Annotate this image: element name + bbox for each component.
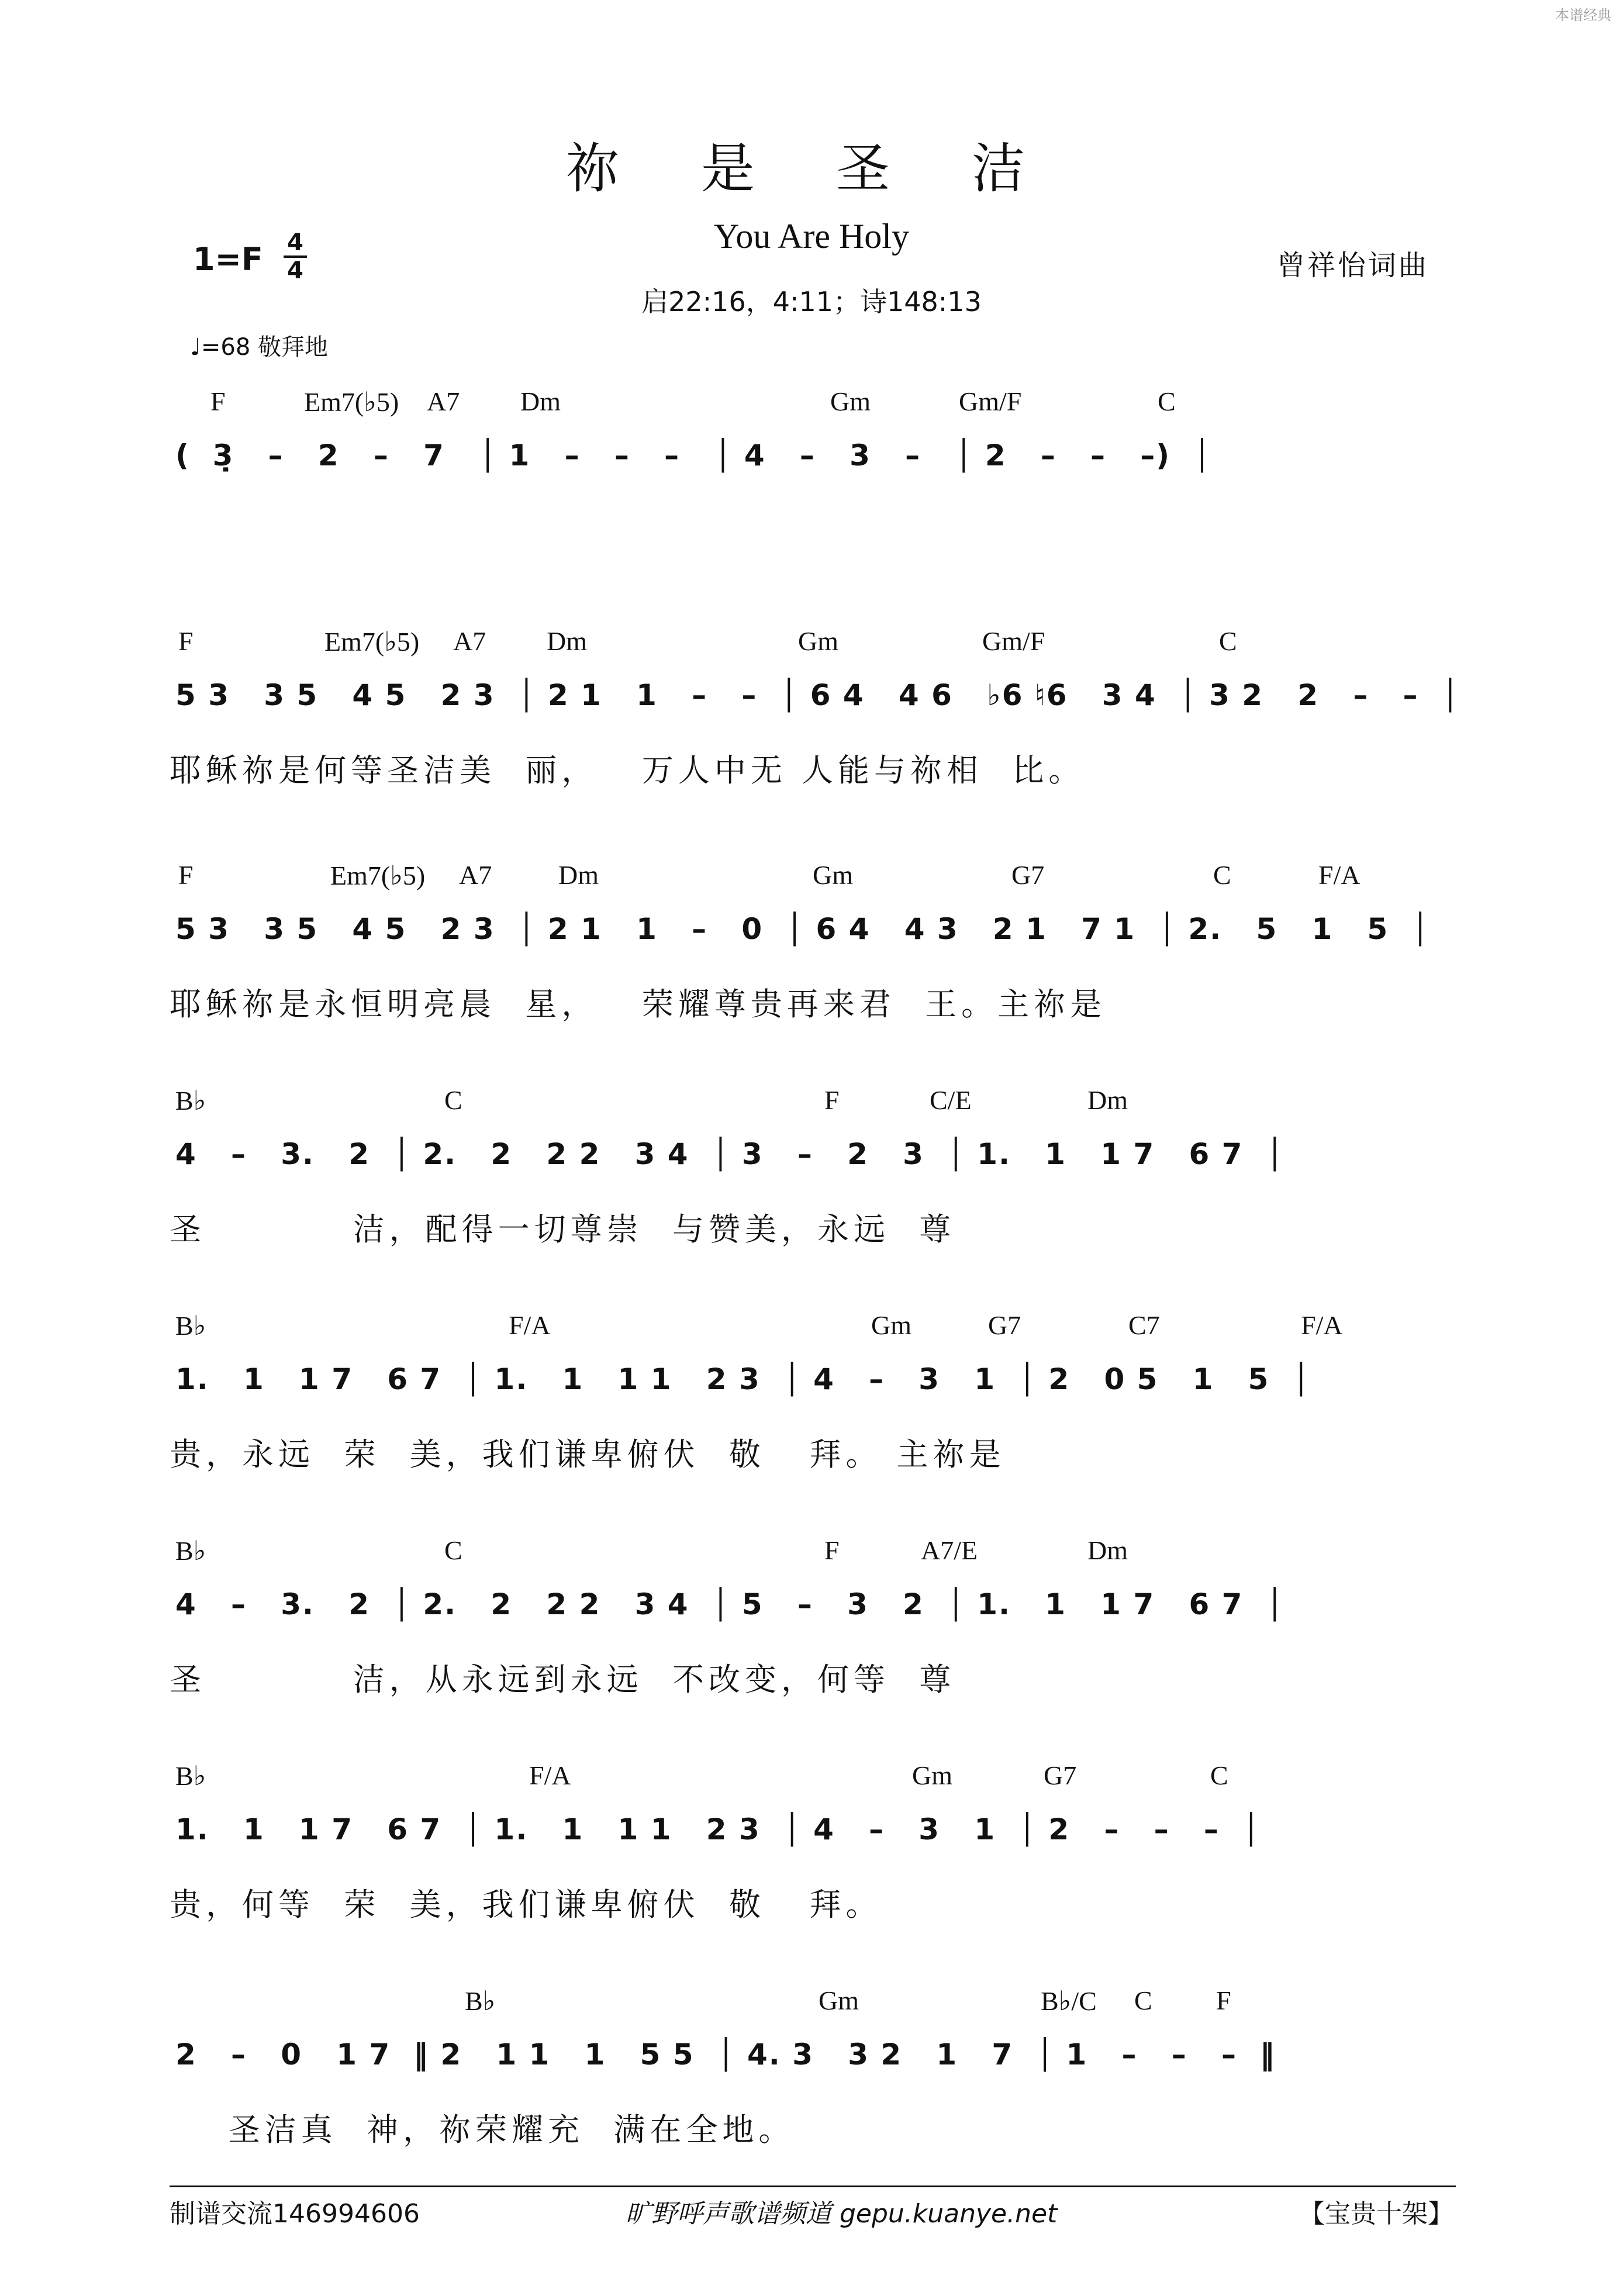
composer-credit: 曾祥怡词曲 xyxy=(1276,249,1429,282)
chord-symbol: B♭ xyxy=(175,1311,206,1341)
chord-symbol: Gm xyxy=(798,626,838,656)
notation-line: 5 3 3 5 4 5 2 3 │ 2 1 1 – 0 │ 6 4 4 3 2 1 7 1 │ 2. 5 1 5 │ xyxy=(175,912,1431,946)
lyric-line: 耶稣祢是永恒明亮晨 星， 荣耀尊贵再来君 王。主祢是 xyxy=(170,986,1107,1023)
lyric-line: 贵，何等 荣 美，我们谦卑俯伏 敬 拜。 xyxy=(170,1886,882,1923)
chord-symbol: B♭ xyxy=(465,1986,496,2016)
chord-symbol: C/E xyxy=(930,1085,972,1115)
lyric-line: 耶稣祢是何等圣洁美 丽， 万人中无 人能与祢相 比。 xyxy=(170,752,1085,789)
time-signature xyxy=(284,230,307,284)
chord-symbol: Dm xyxy=(520,386,561,416)
chord-symbol: Gm xyxy=(912,1760,952,1790)
chord-symbol: Gm xyxy=(813,860,853,890)
chord-symbol: C xyxy=(1210,1760,1228,1790)
lyric-line: 圣洁真 神，祢荣耀充 满在全地。 xyxy=(170,2111,795,2148)
footer-divider xyxy=(170,2185,1456,2187)
chord-symbol: A7 xyxy=(453,626,486,656)
chord-symbol: Dm xyxy=(547,626,587,656)
chord-symbol: C xyxy=(1158,386,1176,416)
watermark-text: 本谱经典 xyxy=(1555,7,1611,23)
notation-line: 4 – 3. 2 │ 2. 2 2 2 3 4 │ 5 – 3 2 │ 1. 1 1 7 6 7 │ xyxy=(175,1587,1285,1621)
song-subtitle: You Are Holy xyxy=(714,217,909,256)
chord-symbol: Gm xyxy=(830,386,871,416)
notation-line: 1. 1 1 7 6 7 │ 1. 1 1 1 2 3 │ 4 – 3 1 │ 2 – – – │ xyxy=(175,1812,1261,1846)
chord-symbol: Gm/F xyxy=(959,386,1022,416)
chord-symbol: C xyxy=(444,1085,462,1115)
chord-symbol: C xyxy=(1213,860,1231,890)
chord-symbol: F xyxy=(824,1085,840,1115)
chord-symbol: Em7(♭5) xyxy=(324,627,420,657)
chord-symbol: F xyxy=(178,860,194,890)
scripture-reference: 启22:16，4:11；诗148:13 xyxy=(641,286,982,317)
footer-album: 【宝贵十架】 xyxy=(1299,2199,1453,2229)
chord-symbol: Dm xyxy=(1087,1085,1128,1115)
chord-symbol: G7 xyxy=(1011,860,1045,890)
chord-symbol: F/A xyxy=(509,1310,551,1340)
notation-line: 2 – 0 1 7 ‖ 2 1 1 1 5 5 │ 4. 3 3 2 1 7 │ 1 – – – ‖ xyxy=(175,2038,1276,2071)
notation-line: ( 3̣ – 2 – 7 │ 1 – – – │ 4 – 3 – │ 2 – – –) │ xyxy=(175,439,1213,472)
chord-symbol: Em7(♭5) xyxy=(330,861,426,890)
notation-line: 5 3 3 5 4 5 2 3 │ 2 1 1 – – │ 6 4 4 6 ♭6 ♮6 3 4 │ 3 2 2 – – │ xyxy=(175,678,1460,712)
chord-symbol: A7/E xyxy=(921,1535,978,1565)
chord-symbol: F xyxy=(210,386,226,416)
chord-symbol: Gm xyxy=(871,1310,911,1340)
chord-symbol: C7 xyxy=(1128,1310,1160,1340)
chord-symbol: G7 xyxy=(988,1310,1021,1340)
footer-site: 旷野呼声歌谱频道 gepu.kuanye.net xyxy=(626,2199,1058,2229)
chord-symbol: A7 xyxy=(427,386,460,416)
chord-symbol: B♭ xyxy=(175,1536,206,1566)
chord-symbol: F xyxy=(178,626,194,656)
chord-symbol: F/A xyxy=(1318,860,1360,890)
chord-symbol: F/A xyxy=(529,1760,571,1790)
chord-symbol: Gm xyxy=(819,1986,859,2015)
key-signature: 1=F xyxy=(193,241,263,278)
chord-symbol: G7 xyxy=(1044,1760,1077,1790)
notation-line: 4 – 3. 2 │ 2. 2 2 2 3 4 │ 3 – 2 3 │ 1. 1 1 7 6 7 │ xyxy=(175,1137,1285,1171)
lyric-line: 贵，永远 荣 美，我们谦卑俯伏 敬 拜。 主祢是 xyxy=(170,1436,1006,1473)
chord-symbol: Dm xyxy=(1087,1535,1128,1565)
chord-symbol: C xyxy=(1219,626,1237,656)
chord-symbol: C xyxy=(444,1535,462,1565)
chord-symbol: B♭ xyxy=(175,1761,206,1791)
chord-symbol: Em7(♭5) xyxy=(304,387,399,417)
chord-symbol: B♭/C xyxy=(1041,1986,1097,2016)
chord-symbol: Gm/F xyxy=(982,626,1045,656)
notation-line: 1. 1 1 7 6 7 │ 1. 1 1 1 2 3 │ 4 – 3 1 │ 2 0 5 1 5 │ xyxy=(175,1362,1311,1396)
chord-symbol: A7 xyxy=(459,860,492,890)
chord-symbol: Dm xyxy=(558,860,599,890)
footer-contact: 制谱交流146994606 xyxy=(170,2199,420,2229)
lyric-line: 圣 洁，从永远到永远 不改变，何等 尊 xyxy=(170,1661,956,1698)
chord-symbol: F xyxy=(1216,1986,1231,2015)
chord-symbol: F xyxy=(824,1535,840,1565)
lyric-line: 圣 洁，配得一切尊崇 与赞美，永远 尊 xyxy=(170,1211,956,1248)
time-bottom: 4 xyxy=(284,256,307,284)
chord-symbol: F/A xyxy=(1301,1310,1343,1340)
chord-symbol: C xyxy=(1134,1986,1152,2015)
chord-symbol: B♭ xyxy=(175,1086,206,1116)
tempo-marking: ♩=68 敬拜地 xyxy=(190,334,328,361)
song-title: 祢 是 圣 洁 xyxy=(565,137,1058,200)
time-top: 4 xyxy=(287,229,303,256)
